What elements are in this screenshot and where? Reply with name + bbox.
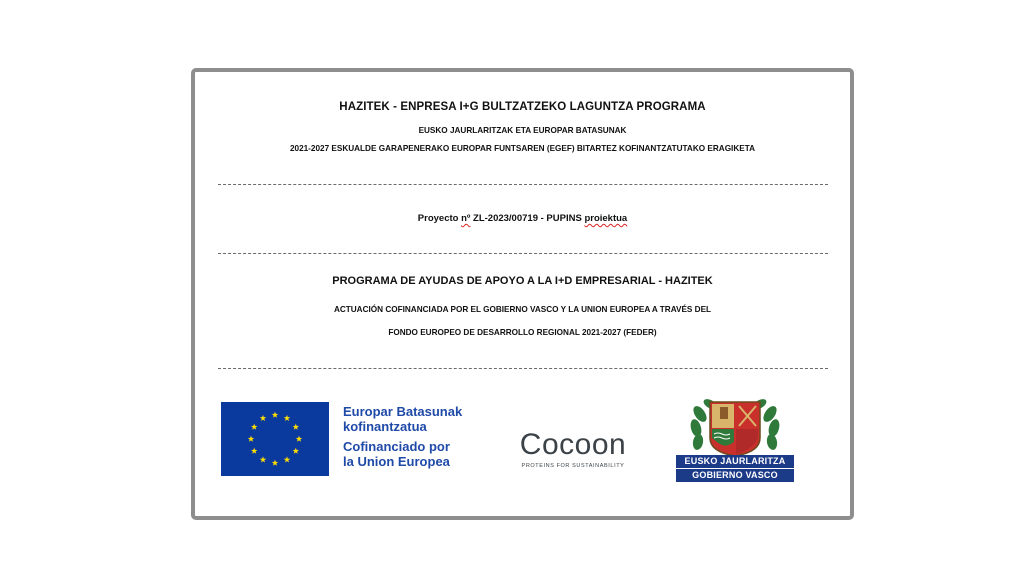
dashed-separator bbox=[218, 184, 828, 185]
cocoon-logo bbox=[503, 429, 643, 469]
eu-star-icon bbox=[260, 456, 266, 462]
eu-star-icon bbox=[293, 424, 299, 430]
cocoon-tagline: PROTEINS FOR SUSTAINABILITY bbox=[521, 463, 625, 469]
basque-government-label-basque: EUSKO JAURLARITZA bbox=[676, 455, 794, 468]
document-title-spanish: PROGRAMA DE AYUDAS DE APOYO A LA I+D EMPRESARIAL - HAZITEK bbox=[332, 275, 713, 287]
eu-text-line2: kofinantzatua bbox=[343, 418, 427, 434]
eu-text-line1: Europar Batasunak bbox=[343, 404, 463, 419]
project-reference bbox=[195, 213, 850, 224]
eu-star-icon bbox=[296, 436, 302, 442]
project-prefix: Proyecto bbox=[417, 213, 462, 224]
eu-star-icon bbox=[284, 456, 290, 462]
basque-government-label-spanish: GOBIERNO VASCO bbox=[676, 469, 794, 482]
eu-star-icon bbox=[260, 415, 266, 421]
eu-star-icon bbox=[251, 424, 257, 430]
dashed-separator bbox=[218, 253, 828, 254]
document-frame bbox=[191, 68, 854, 520]
dashed-separator bbox=[218, 368, 828, 369]
subtitle-basque-line1: EUSKO JAURLARITZAK ETA EUROPAR BATASUNAK bbox=[418, 126, 627, 135]
subtitle-spanish-line1: ACTUACIÓN COFINANCIADA POR EL GOBIERNO VASCO Y LA UNION EUROPEA A TRAVÉS DEL bbox=[333, 305, 712, 314]
subtitle-basque-line2: 2021-2027 ESKUALDE GARAPENERAKO EUROPAR FUNTSAREN (EGEF) BITARTEZ KOFINANTZATUTAKO ERAGIKETA bbox=[289, 144, 756, 153]
eu-star-icon bbox=[293, 448, 299, 454]
document-title-basque: HAZITEK - ENPRESA I+G BULTZATZEKO LAGUNTZA PROGRAMA bbox=[339, 101, 706, 113]
eu-text-line4: la Union Europea bbox=[343, 453, 450, 469]
eu-star-icon bbox=[284, 415, 290, 421]
eu-text-line3: Cofinanciado por bbox=[343, 439, 450, 454]
project-number-sign: nº bbox=[461, 213, 471, 224]
cocoon-wordmark: Cocoon bbox=[519, 428, 627, 461]
eu-star-icon bbox=[251, 448, 257, 454]
subtitle-spanish-line2: FONDO EUROPEO DE DESARROLLO REGIONAL 2021-2027 (FEDER) bbox=[388, 328, 657, 337]
eu-cofinancing-text bbox=[343, 405, 462, 469]
eu-star-icon bbox=[272, 460, 278, 466]
eu-flag-icon bbox=[221, 402, 329, 476]
project-code: ZL-2023/00719 - PUPINS bbox=[470, 213, 585, 224]
project-suffix: proiektua bbox=[584, 213, 628, 224]
eu-star-icon bbox=[248, 436, 254, 442]
eu-star-icon bbox=[272, 412, 278, 418]
